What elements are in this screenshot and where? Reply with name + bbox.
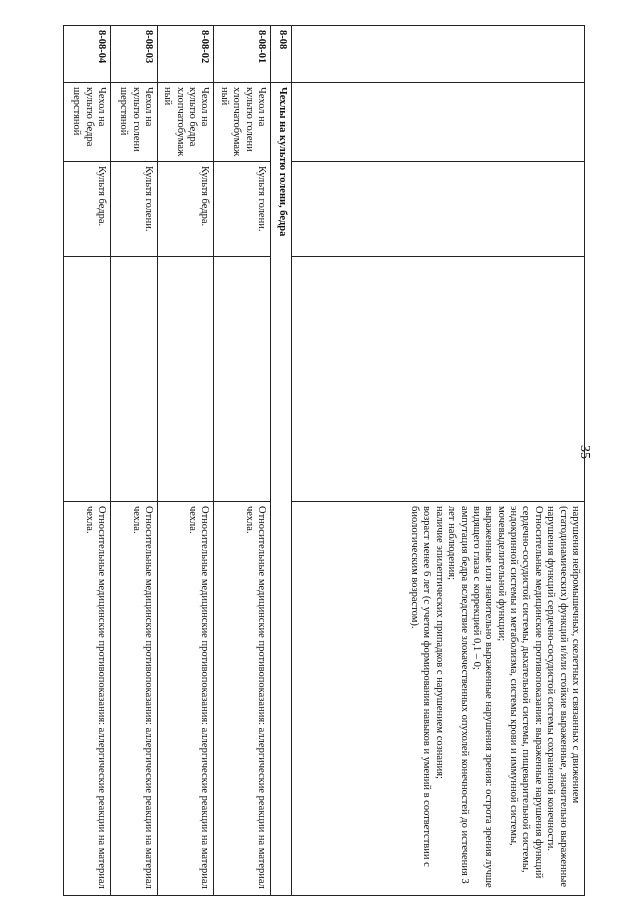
table-row: [158, 26, 215, 896]
continuation-indication-cell: [292, 162, 585, 257]
item-name: Чехол на культю бедра шерстяной: [64, 83, 111, 162]
continuation-text: возраст менее 6 лет (с учетом формирования навыков и умений в соответствии с биологическим возрастом).: [409, 506, 433, 867]
item-contraindications: Относительные медицинские противопоказания: аллергические реакции на материал чехла.: [64, 502, 111, 896]
continuation-text: наличие эпилептических припадков с нарушением сознания;: [433, 506, 445, 780]
table-row: [214, 26, 271, 896]
document-table: [63, 25, 585, 896]
item-description: [64, 257, 111, 502]
item-description: [214, 257, 271, 502]
item-code: 8-08-03: [111, 26, 158, 83]
table-row: [111, 26, 158, 896]
item-name: Чехол на культю бедра хлопчатобумажный: [158, 83, 215, 162]
item-indication: Культя голени.: [111, 162, 158, 257]
item-contraindications: Относительные медицинские противопоказания: аллергические реакции на материал чехла.: [111, 502, 158, 896]
continuation-text: ампутация бедра вследствие злокачественных опухолей конечностей до истечения 3 лет наблюдения;: [446, 506, 470, 884]
item-name: Чехол на культю голени хлопчатобумажный: [214, 83, 271, 162]
item-description: [111, 257, 158, 502]
item-code: 8-08-01: [214, 26, 271, 83]
item-indication: Культя бедра.: [158, 162, 215, 257]
page-number: 35: [577, 445, 592, 459]
continuation-contraindications-cell: [292, 502, 585, 896]
continuation-text: выраженные или значительно выраженные нарушения зрения: острота зрения лучше видящего глаза с коррекцией 0,1 – 0;: [471, 506, 495, 888]
item-contraindications: Относительные медицинские противопоказания: аллергические реакции на материал чехла.: [158, 502, 215, 896]
item-name: Чехол на культю голени шерстяной: [111, 83, 158, 162]
continuation-description-cell: [292, 257, 585, 502]
continuation-code-cell: [292, 26, 585, 83]
item-code: 8-08-02: [158, 26, 215, 83]
item-description: [158, 257, 215, 502]
continuation-text: нарушения нейромышечных, скелетных и связанных с движением (статодинамических) функций и/или стойкие выраженные, значительно выраженные нарушения функций сердечно-сосудистой системы сохраненной конечности.: [545, 506, 581, 887]
continuation-row: [292, 26, 585, 896]
section-code: 8-08: [271, 26, 292, 83]
continuation-text: Относительные медицинские противопоказания: выраженные нарушения функций сердечно-сосудистой системы, дыхательной системы, пищеварительной системы, эндокринной системы и метаболизма, системы крови и иммунной системы, мочевыделительной функции;: [495, 506, 544, 879]
table-row: [64, 26, 111, 896]
section-title: Чехлы на культю голени, бедра: [271, 83, 292, 896]
section-row: [271, 26, 292, 896]
item-contraindications: Относительные медицинские противопоказания: аллергические реакции на материал чехла.: [214, 502, 271, 896]
continuation-name-cell: [292, 83, 585, 162]
item-indication: Культя голени.: [214, 162, 271, 257]
rotated-table-page: [20, 25, 585, 889]
item-code: 8-08-04: [64, 26, 111, 83]
item-indication: Культя бедра.: [64, 162, 111, 257]
